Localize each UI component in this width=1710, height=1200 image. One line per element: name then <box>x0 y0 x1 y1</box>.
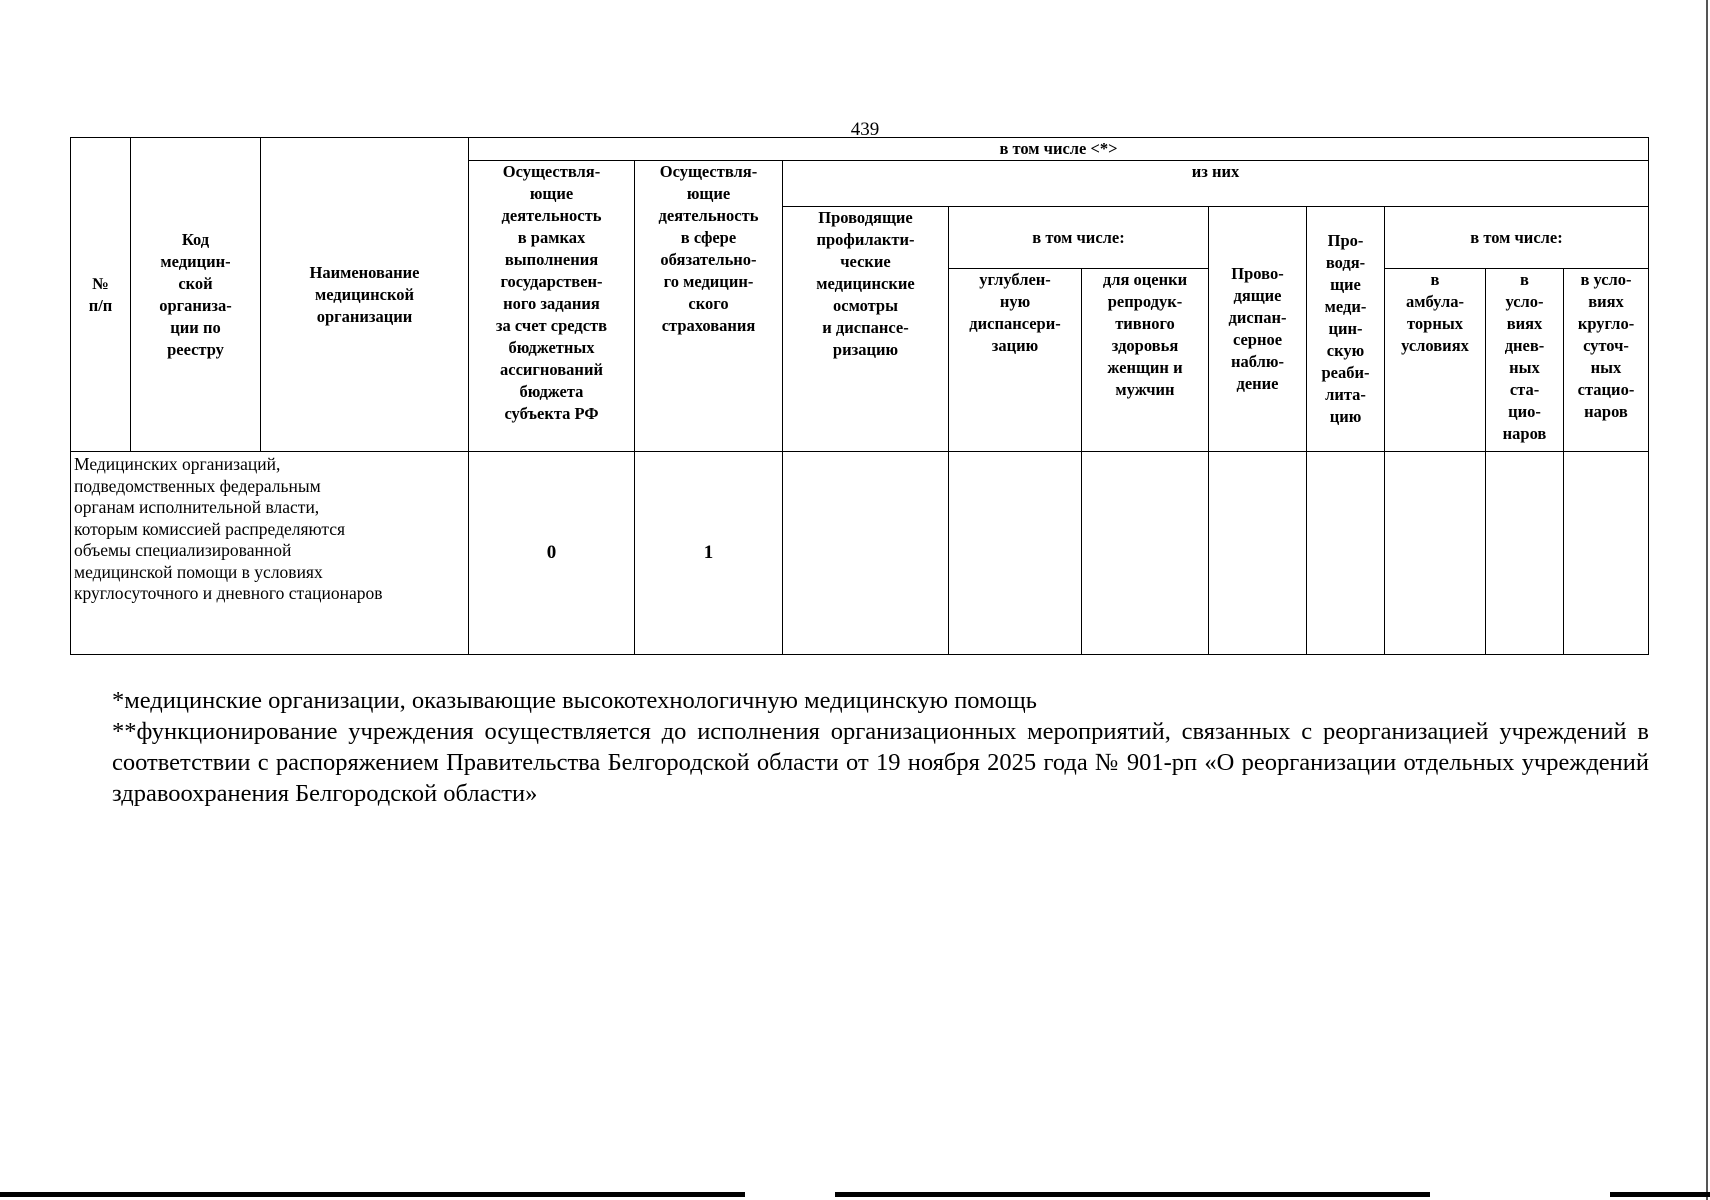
header-reproductive: для оценки репродук- тивного здоровья женщин и мужчин <box>1082 269 1209 452</box>
empty-cell <box>1486 452 1564 655</box>
header-round-clock: в усло- виях кругло- суточ- ных стацио- наров <box>1564 269 1649 452</box>
state-task-value: 0 <box>469 452 635 655</box>
scan-edge-gap <box>1430 1192 1610 1197</box>
page-number: 439 <box>850 119 880 140</box>
footnote-2: **функционирование учреждения осуществляется до исполнения организационных мероприятий, связанных с реорганизацией учреждений в соответствии с распоряжением Правительства Белгородской области от 19 ноября 2025 года № 901-рп «О реорганизации отдельных учреждений здравоохранения Белгородской области» <box>112 718 1649 807</box>
header-rehab: Про- водя- щие меди- цин- скую реаби- лита- цию <box>1307 207 1385 452</box>
oms-value: 1 <box>635 452 783 655</box>
empty-cell <box>1307 452 1385 655</box>
empty-cell <box>1209 452 1307 655</box>
medical-organizations-table <box>70 137 1649 655</box>
empty-cell <box>1385 452 1486 655</box>
empty-cell <box>1082 452 1209 655</box>
scan-edge-gap <box>745 1192 835 1197</box>
footnote-1: *медицинские организации, оказывающие высокотехнологичную медицинскую помощь <box>112 687 1037 714</box>
empty-cell <box>1564 452 1649 655</box>
header-org-name: Наименование медицинской организации <box>261 138 469 452</box>
header-state-task: Осуществля- ющие деятельность в рамках выполнения государствен- ного задания за счет средств бюджетных ассигнований бюджета субъекта РФ <box>469 161 635 452</box>
scan-right-edge <box>1706 0 1708 1200</box>
header-including-2: в том числе: <box>1385 207 1649 269</box>
header-dispensary: Прово- дящие диспан- серное наблю- дение <box>1209 207 1307 452</box>
header-of-them: из них <box>783 161 1649 207</box>
header-in-depth: углублен- ную диспансери- зацию <box>949 269 1082 452</box>
header-ambulatory: в амбула- торных условиях <box>1385 269 1486 452</box>
footnotes <box>112 685 1649 809</box>
header-including-1: в том числе: <box>949 207 1209 269</box>
header-org-code: Код медицин- ской организа- ции по реестру <box>131 138 261 452</box>
empty-cell <box>783 452 949 655</box>
header-prophylactic: Проводящие профилакти- ческие медицинские осмотры и диспансе- ризацию <box>783 207 949 452</box>
header-day-hospital: в усло- виях днев- ных ста- цио- наров <box>1486 269 1564 452</box>
org-description: Медицинских организаций, подведомственных федеральным органам исполнительной власти, которым комиссией распределяются объемы специализированной медицинской помощи в условиях круглосуточного и дневного стационаров <box>71 452 469 655</box>
header-including-star: в том числе <*> <box>469 138 1649 161</box>
header-oms: Осуществля- ющие деятельность в сфере обязательно- го медицин- ского страхования <box>635 161 783 452</box>
header-number: № п/п <box>71 138 131 452</box>
table-row <box>71 452 1649 655</box>
empty-cell <box>949 452 1082 655</box>
